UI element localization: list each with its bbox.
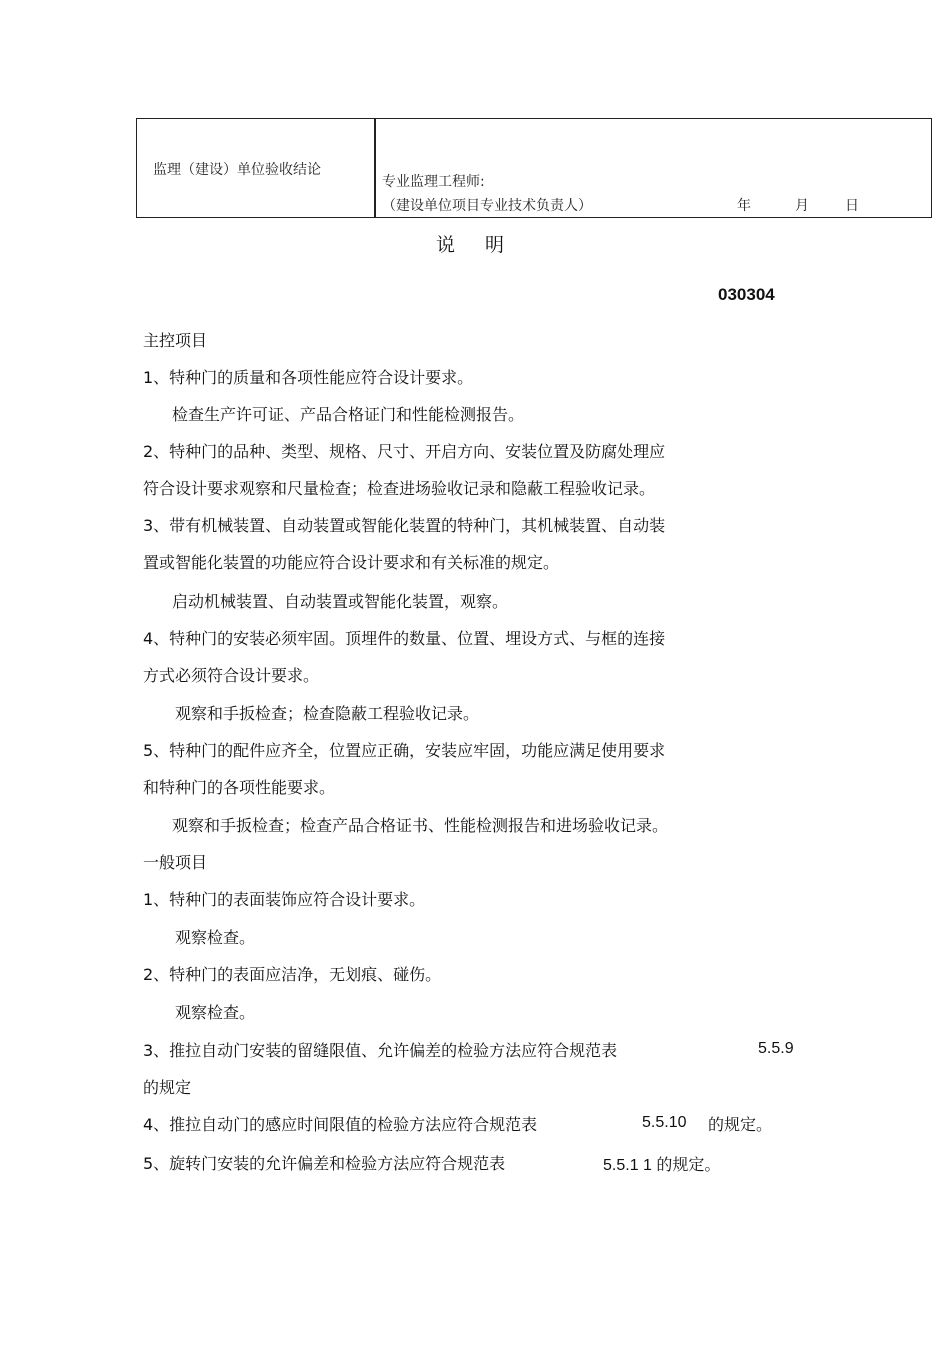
owner-representative-label: （建设单位项目专业技术负责人） (382, 198, 592, 214)
supervisor-label: 专业监理工程师: (382, 174, 485, 190)
main-item-4-cont: 方式必须符合设计要求。 (143, 666, 320, 685)
main-item-2: 2、特种门的品种、类型、规格、尺寸、开启方向、安装位置及防腐处理应 (143, 442, 666, 461)
main-item-3-check: 启动机械装置、自动装置或智能化装置，观察。 (172, 592, 509, 611)
document-code: 030304 (718, 285, 775, 304)
table-divider (374, 119, 376, 217)
general-item-4: 4、推拉自动门的感应时间限值的检验方法应符合规范表 (143, 1115, 538, 1134)
main-item-5-cont: 和特种门的各项性能要求。 (143, 778, 336, 797)
month-label: 月 (795, 198, 809, 214)
general-item-3-cont: 的规定 (143, 1078, 192, 1097)
general-item-3-ref: 5.5.9 (758, 1040, 794, 1057)
general-item-3: 3、推拉自动门安装的留缝限值、允许偏差的检验方法应符合规范表 (143, 1041, 618, 1060)
main-heading: 主控项目 (143, 331, 208, 350)
general-item-2: 2、特种门的表面应洁净，无划痕、碰伤。 (143, 965, 442, 984)
day-label: 日 (845, 198, 859, 214)
general-heading: 一般项目 (143, 853, 208, 872)
year-label: 年 (737, 198, 751, 214)
main-item-5-check: 观察和手扳检查；检查产品合格证书、性能检测报告和进场验收记录。 (172, 816, 669, 835)
general-item-4-tail: 的规定。 (708, 1115, 773, 1134)
general-item-1: 1、特种门的表面装饰应符合设计要求。 (143, 890, 426, 909)
main-item-4: 4、特种门的安装必须牢固。顶埋件的数量、位置、埋设方式、与框的连接 (143, 629, 666, 648)
main-item-1: 1、特种门的质量和各项性能应符合设计要求。 (143, 368, 474, 387)
table-left-label: 监理（建设）单位验收结论 (153, 162, 321, 178)
main-item-5: 5、特种门的配件应齐全，位置应正确，安装应牢固，功能应满足使用要求 (143, 741, 666, 760)
page-title: 说明 (436, 234, 535, 256)
general-item-1-check: 观察检查。 (175, 928, 256, 947)
general-item-5: 5、旋转门安装的允许偏差和检验方法应符合规范表 (143, 1154, 506, 1173)
general-item-5-ref: 5.5.1 1 的规定。 (603, 1157, 721, 1174)
main-item-1-check: 检查生产许可证、产品合格证门和性能检测报告。 (172, 405, 525, 424)
acceptance-table (136, 118, 932, 218)
general-item-4-ref: 5.5.10 (642, 1114, 687, 1131)
general-item-2-check: 观察检查。 (175, 1003, 256, 1022)
main-item-3: 3、带有机械装置、自动装置或智能化装置的特种门，其机械装置、自动装 (143, 516, 666, 535)
main-item-3-cont: 置或智能化装置的功能应符合设计要求和有关标准的规定。 (143, 553, 560, 572)
main-item-2-cont: 符合设计要求观察和尺量检查；检查进场验收记录和隐蔽工程验收记录。 (143, 479, 656, 498)
main-item-4-check: 观察和手扳检查；检查隐蔽工程验收记录。 (175, 704, 480, 723)
